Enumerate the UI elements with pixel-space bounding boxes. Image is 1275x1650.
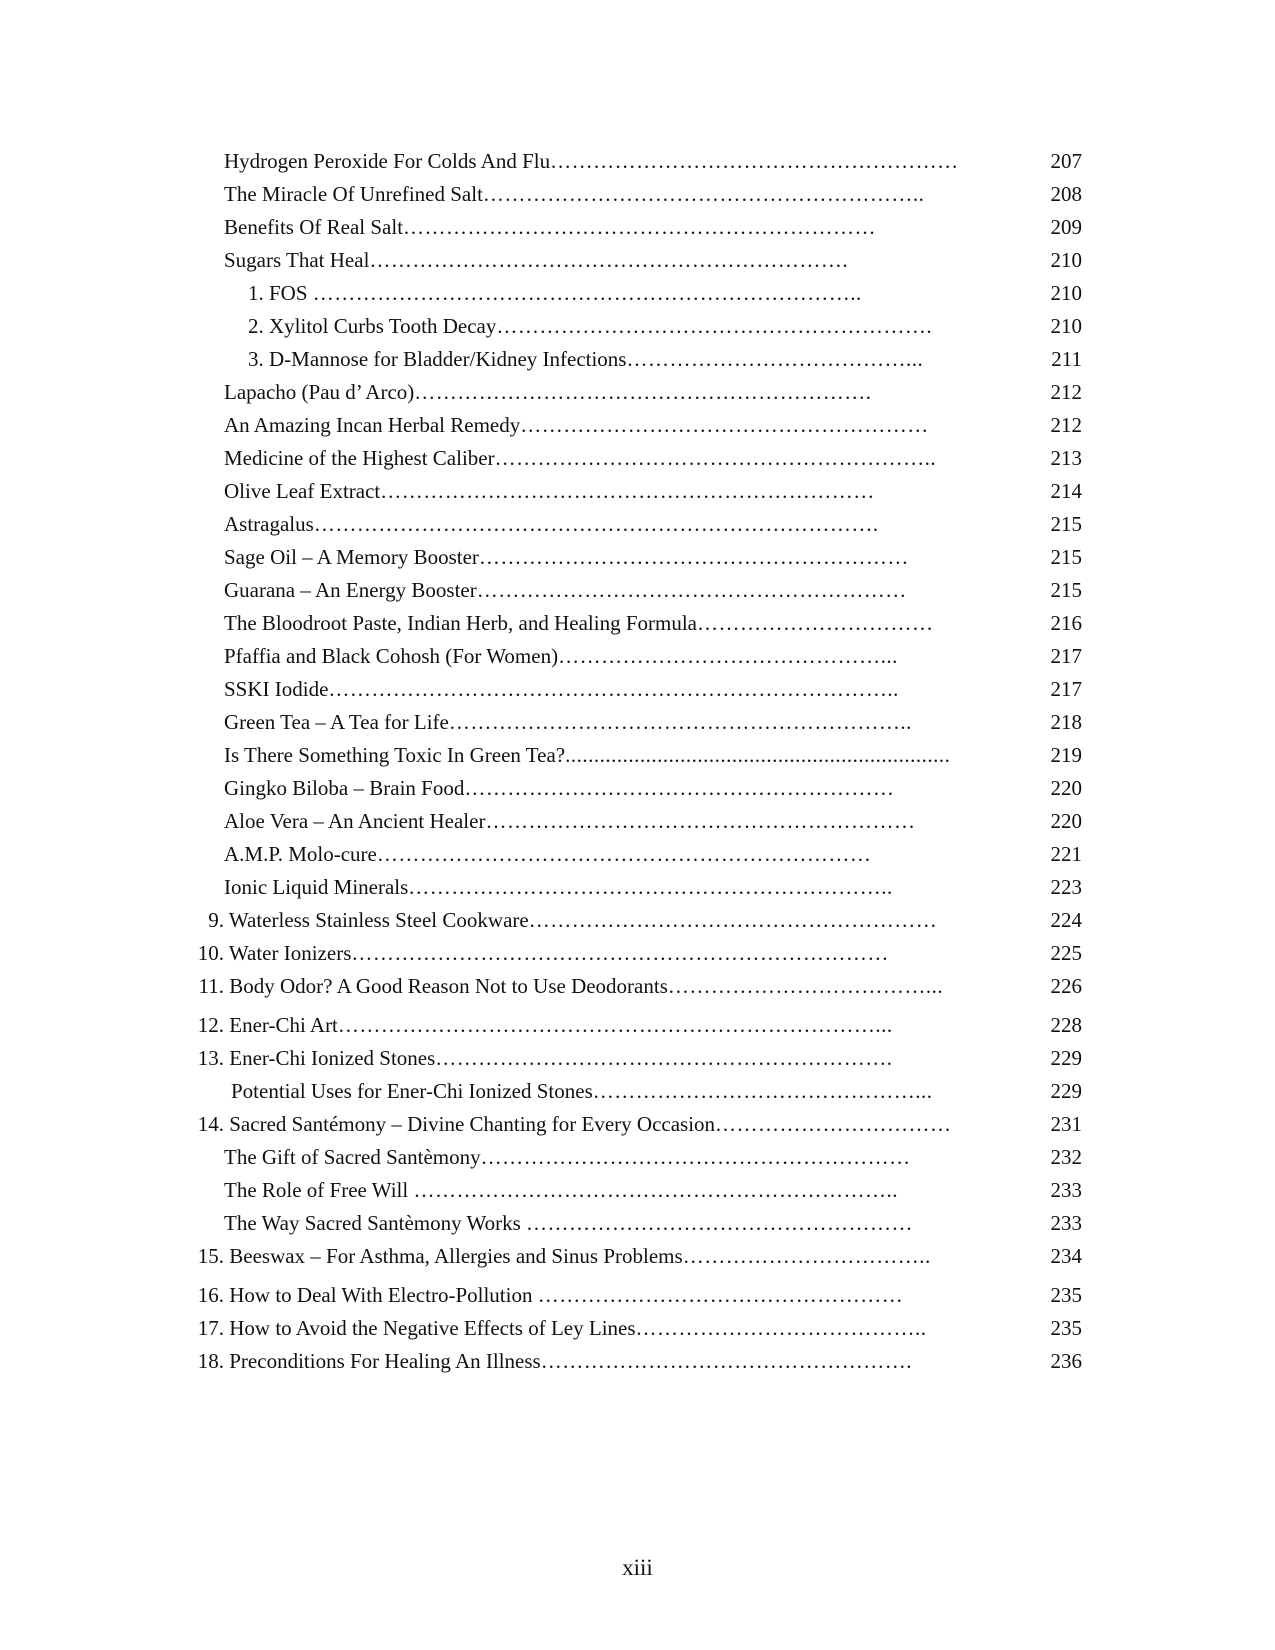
dot-leader: …………………………………………………………..	[408, 875, 893, 899]
toc-page-number: 231	[1050, 1112, 1082, 1136]
toc-entry-title	[224, 673, 899, 706]
toc-entry-title	[196, 937, 889, 970]
toc-entry	[0, 574, 1275, 607]
toc-entry	[0, 178, 1275, 211]
toc-entry	[0, 904, 1275, 937]
toc-entry-title	[224, 574, 907, 607]
toc-entry-text: 2. Xylitol Curbs Tooth Decay	[248, 314, 497, 338]
toc-entry	[0, 343, 1275, 376]
toc-entry	[0, 706, 1275, 739]
toc-page-number: 236	[1050, 1349, 1082, 1373]
toc-entry	[0, 508, 1275, 541]
toc-entry	[0, 1075, 1275, 1108]
toc-entry-text: Medicine of the Highest Caliber	[224, 446, 495, 470]
toc-entry-number: 10.	[197, 941, 224, 965]
toc-entry-title	[248, 343, 923, 376]
toc-entry-number: 14.	[197, 1112, 224, 1136]
dot-leader: ……………………………………………………………	[376, 842, 872, 866]
toc-page-number: 212	[1050, 380, 1082, 404]
toc-entry-text: Beeswax – For Asthma, Allergies and Sinus Problems	[229, 1244, 683, 1268]
toc-entry-number: 9.	[208, 908, 224, 932]
toc-entry	[0, 310, 1275, 343]
toc-page-number: 213	[1050, 446, 1082, 470]
toc-entry-title	[196, 970, 943, 1003]
toc-entry-title	[224, 772, 894, 805]
toc-entry-text: Preconditions For Healing An Illness	[229, 1349, 541, 1373]
toc-page-number: 214	[1050, 479, 1082, 503]
dot-leader: ……………………………………………………	[478, 545, 909, 569]
toc-entry-title	[224, 838, 871, 871]
toc-entry-number: 13.	[197, 1046, 224, 1070]
toc-page-number: 221	[1050, 842, 1082, 866]
dot-leader: ……………………………………………………………………..	[328, 677, 899, 701]
dot-leader: ……………………………..	[682, 1244, 931, 1268]
toc-entry-text: Body Odor? A Good Reason Not to Use Deodorants	[229, 974, 668, 998]
toc-entry-number: 12.	[197, 1013, 224, 1037]
dot-leader: ...................................................................	[565, 743, 951, 767]
toc-entry	[0, 1009, 1275, 1042]
toc-entry	[0, 244, 1275, 277]
toc-entry-title	[224, 376, 872, 409]
toc-entry-text: The Bloodroot Paste, Indian Herb, and Healing Formula	[224, 611, 697, 635]
toc-entry-number: 16.	[197, 1283, 224, 1307]
toc-entry-title	[224, 1141, 911, 1174]
toc-entry-title	[224, 706, 912, 739]
toc-page-number: 209	[1050, 215, 1082, 239]
toc-entry	[0, 937, 1275, 970]
toc-page-number: 219	[1050, 743, 1082, 767]
dot-leader: ………………………………………………………..	[448, 710, 912, 734]
toc-entry-title	[224, 145, 959, 178]
toc-entry-text: An Amazing Incan Herbal Remedy	[224, 413, 521, 437]
toc-entry	[0, 805, 1275, 838]
toc-entry-title	[224, 871, 893, 904]
dot-leader: …………………………………...	[626, 347, 924, 371]
toc-entry-title	[224, 640, 898, 673]
toc-entry-title	[248, 310, 932, 343]
toc-entry-text: Ener-Chi Ionized Stones	[229, 1046, 436, 1070]
toc-entry-text: How to Avoid the Negative Effects of Ley Lines	[229, 1316, 636, 1340]
toc-entry	[0, 1279, 1275, 1312]
dot-leader: …………………………………………………………………...	[337, 1013, 893, 1037]
toc-entry-title	[196, 1240, 931, 1273]
toc-entry-text: Sacred Santémony – Divine Chanting for Every Occasion	[229, 1112, 716, 1136]
toc-entry	[0, 277, 1275, 310]
toc-entry-text: Sugars That Heal	[224, 248, 370, 272]
toc-entry-title	[196, 1042, 893, 1075]
toc-page-number: 225	[1050, 941, 1082, 965]
toc-page-number: 234	[1050, 1244, 1082, 1268]
toc-entry-title	[224, 178, 924, 211]
toc-entry-title	[224, 739, 950, 772]
toc-entry	[0, 1174, 1275, 1207]
toc-entry-title	[224, 409, 929, 442]
dot-leader: ………………………………………………………….	[369, 248, 849, 272]
toc-entry-text: The Way Sacred Santèmony Works	[224, 1211, 527, 1235]
toc-entry	[0, 541, 1275, 574]
toc-entry-title	[196, 1345, 912, 1378]
toc-entry-number: 18.	[197, 1349, 224, 1373]
toc-entry-text: Astragalus	[224, 512, 314, 536]
dot-leader: …………………………………………………	[550, 149, 959, 173]
toc-entry	[0, 739, 1275, 772]
toc-page-number: 210	[1050, 248, 1082, 272]
dot-leader: ………………………………………...	[592, 1079, 933, 1103]
toc-entry-text: Guarana – An Energy Booster	[224, 578, 477, 602]
toc-entry	[0, 442, 1275, 475]
toc-entry-text: The Role of Free Will	[224, 1178, 414, 1202]
toc-entry-title	[224, 805, 915, 838]
dot-leader: …………………………………..	[635, 1316, 927, 1340]
dot-leader: …………………………………………………….	[496, 314, 933, 338]
toc-page-number: 217	[1050, 677, 1082, 701]
toc-entry-title	[224, 607, 933, 640]
dot-leader: …………………………………………….	[540, 1349, 912, 1373]
toc-page-number: 233	[1050, 1211, 1082, 1235]
toc-entry-text: Gingko Biloba – Brain Food	[224, 776, 465, 800]
toc-entry-title	[224, 475, 875, 508]
dot-leader: ……………………………………………………..	[494, 446, 937, 470]
toc-entry	[0, 970, 1275, 1003]
toc-entry-text: Green Tea – A Tea for Life	[224, 710, 449, 734]
page-number: xiii	[622, 1555, 653, 1580]
dot-leader: …………………………………………………………………….	[313, 512, 879, 536]
toc-entry	[0, 772, 1275, 805]
toc-entry-text: 1. FOS	[248, 281, 313, 305]
toc-entry-text: Pfaffia and Black Cohosh (For Women)	[224, 644, 559, 668]
toc-entry-title	[224, 442, 936, 475]
toc-entry-text: Waterless Stainless Steel Cookware	[228, 908, 529, 932]
toc-entry-text: The Gift of Sacred Santèmony	[224, 1145, 481, 1169]
toc-entry	[0, 1345, 1275, 1378]
toc-entry-text: Water Ionizers	[228, 941, 352, 965]
toc-entry	[0, 145, 1275, 178]
toc-page-number: 215	[1050, 512, 1082, 536]
toc-entry-text: Aloe Vera – An Ancient Healer	[224, 809, 486, 833]
toc-entry	[0, 838, 1275, 871]
toc-entry-text: Olive Leaf Extract	[224, 479, 381, 503]
toc-entry-number: 11.	[198, 974, 224, 998]
toc-page-number: 235	[1050, 1316, 1082, 1340]
toc-page-number: 212	[1050, 413, 1082, 437]
toc-page-number: 229	[1050, 1046, 1082, 1070]
toc-entry-text: Potential Uses for Ener-Chi Ionized Stones	[231, 1079, 593, 1103]
toc-entry	[0, 475, 1275, 508]
dot-leader: ……………………………………………………….	[414, 380, 872, 404]
toc-page-number: 224	[1050, 908, 1082, 932]
dot-leader: …………………………………………………………………..	[312, 281, 862, 305]
dot-leader: ……………………………	[696, 611, 934, 635]
toc-entry-title	[196, 1009, 893, 1042]
dot-leader: ……………………………………………………	[464, 776, 895, 800]
dot-leader: …………………………………………………………..	[413, 1178, 898, 1202]
toc-entry-text: 3. D-Mannose for Bladder/Kidney Infections	[248, 347, 627, 371]
toc-entry	[0, 211, 1275, 244]
toc-entry	[0, 1108, 1275, 1141]
toc-entry	[0, 640, 1275, 673]
toc-page-number: 211	[1051, 347, 1082, 371]
toc-entry-title	[224, 1207, 913, 1240]
toc-entry-number: 15.	[197, 1244, 224, 1268]
toc-page-number: 232	[1050, 1145, 1082, 1169]
toc-entry-title	[224, 244, 848, 277]
toc-entry	[0, 1312, 1275, 1345]
dot-leader: ……………………………………………	[537, 1283, 904, 1307]
toc-entry	[0, 409, 1275, 442]
toc-page-number: 216	[1050, 611, 1082, 635]
dot-leader: ……………………………	[715, 1112, 952, 1136]
toc-entry-text: A.M.P. Molo-cure	[224, 842, 377, 866]
dot-leader: …………………………………………………………………	[351, 941, 889, 965]
toc-page-number: 233	[1050, 1178, 1082, 1202]
toc-entry-text: Ionic Liquid Minerals	[224, 875, 409, 899]
toc-entry-text: How to Deal With Electro-Pollution	[229, 1283, 538, 1307]
toc-entry	[0, 673, 1275, 706]
toc-entry	[0, 376, 1275, 409]
toc-page-number: 217	[1050, 644, 1082, 668]
toc-page-number: 235	[1050, 1283, 1082, 1307]
dot-leader: …………………………………………………	[528, 908, 938, 932]
toc-page-number: 215	[1050, 545, 1082, 569]
toc-entry-text: Hydrogen Peroxide For Colds And Flu	[224, 149, 551, 173]
dot-leader: ……………………………………………………………	[380, 479, 875, 503]
dot-leader: ……………………………………………………..	[482, 182, 925, 206]
toc-page-number: 207	[1050, 149, 1082, 173]
toc-entry	[0, 607, 1275, 640]
toc-entry-title	[196, 1312, 927, 1345]
toc-entry-title	[224, 211, 876, 244]
dot-leader: ………………………………...	[667, 974, 944, 998]
toc-entry-title	[196, 1279, 903, 1312]
toc-entry-title	[248, 277, 862, 310]
toc-entry-title	[231, 1075, 933, 1108]
toc-entry-text: Sage Oil – A Memory Booster	[224, 545, 479, 569]
toc-page-number: 228	[1050, 1013, 1082, 1037]
dot-leader: ……………………………………………………	[476, 578, 907, 602]
toc-entry	[0, 1141, 1275, 1174]
dot-leader: …………………………………………………………	[403, 215, 877, 239]
toc-entry-text: SSKI Iodide	[224, 677, 329, 701]
toc-entry	[0, 871, 1275, 904]
toc-page-number: 208	[1050, 182, 1082, 206]
dot-leader: ……………………………………………………	[485, 809, 916, 833]
toc-entry-number: 17.	[197, 1316, 224, 1340]
toc-entry-title	[224, 508, 879, 541]
toc-page-number: 215	[1050, 578, 1082, 602]
toc-page-number: 220	[1050, 809, 1082, 833]
toc-page-number: 220	[1050, 776, 1082, 800]
toc-page-number: 218	[1050, 710, 1082, 734]
toc-page-number: 210	[1050, 281, 1082, 305]
toc-entry-title	[198, 904, 937, 937]
dot-leader: ………………………………………………	[526, 1211, 914, 1235]
toc-entry-text: The Miracle Of Unrefined Salt	[224, 182, 483, 206]
toc-entry-title	[196, 1108, 952, 1141]
dot-leader: ………………………………………...	[558, 644, 898, 668]
toc-entry	[0, 1042, 1275, 1075]
toc-page-number: 226	[1050, 974, 1082, 998]
toc-entry-title	[224, 541, 909, 574]
table-of-contents	[0, 145, 1275, 1378]
toc-entry-text: Ener-Chi Art	[229, 1013, 338, 1037]
toc-entry-title	[224, 1174, 898, 1207]
toc-entry	[0, 1240, 1275, 1273]
dot-leader: ……………………………………………………….	[435, 1046, 893, 1070]
toc-page-number: 210	[1050, 314, 1082, 338]
toc-page-number: 229	[1050, 1079, 1082, 1103]
toc-entry-text: Benefits Of Real Salt	[224, 215, 404, 239]
toc-entry-text: Lapacho (Pau d’ Arco)	[224, 380, 415, 404]
toc-entry-text: Is There Something Toxic In Green Tea?	[224, 743, 566, 767]
dot-leader: ……………………………………………………	[480, 1145, 911, 1169]
toc-page-number: 223	[1050, 875, 1082, 899]
toc-entry	[0, 1207, 1275, 1240]
dot-leader: …………………………………………………	[520, 413, 929, 437]
